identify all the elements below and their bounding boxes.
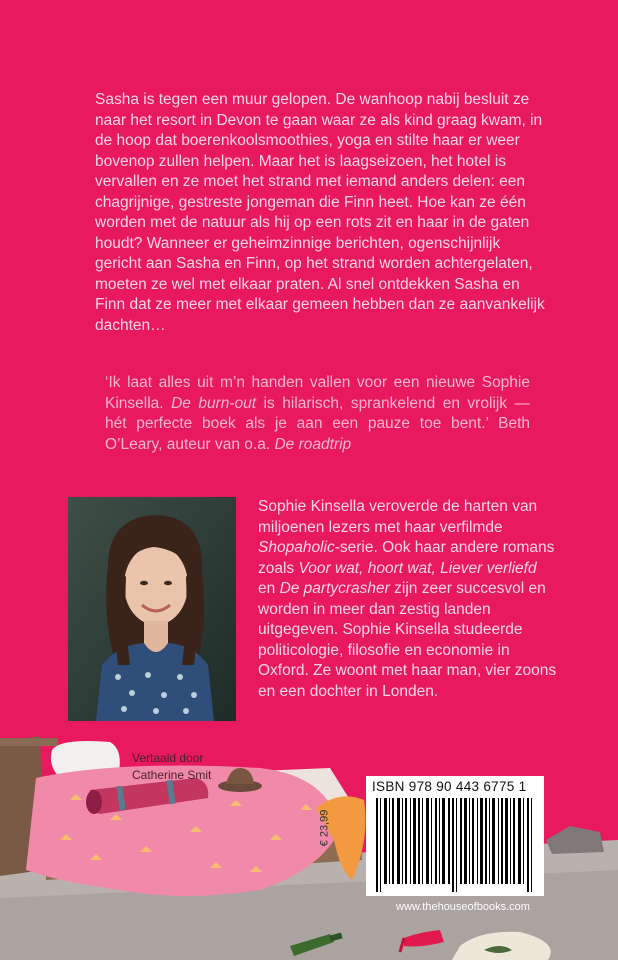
bio-text-2: -serie. Ook haar andere romans zoals — [258, 539, 555, 577]
quote-text-2: is hilarisch, sprankelend en vrolijk — hét perfecte boek als je aan een pauze toe bent.’ Beth O’Leary, auteur van o.a. — [105, 394, 530, 453]
bio-text-3: en — [258, 580, 280, 597]
translator-line-1: Vertaald door — [132, 751, 204, 765]
publisher-website: www.thehouseofbooks.com — [396, 901, 530, 913]
bio-series-title: Shopaholic — [258, 539, 335, 556]
isbn-barcode — [366, 776, 544, 896]
bio-text-1: Sophie Kinsella veroverde de harten van miljoenen lezers met haar verfilmde — [258, 498, 538, 536]
isbn-text: ISBN 978 90 443 6775 1 — [372, 779, 527, 794]
price-label — [318, 778, 356, 886]
review-quote — [105, 373, 530, 455]
author-bio — [258, 497, 558, 702]
synopsis-text: Sasha is tegen een muur gelopen. De wanhoop nabij besluit ze naar het resort in Devon te gaan waar ze als kind graag kwam, in de hoop dat boerenkoolsmoothies, yoga en stilte haar er weer bovenop zullen helpen. Maar het is laagseizoen, het hotel is vervallen en ze moet het strand met iemand anders delen: een chagrijnige, gestreste jongeman die Finn heet. Hoe kan ze één worden met de natuur als hij op een rots zit en haar in de gaten houdt? Wanneer er geheimzinnige berichten, ogenschijnlijk gericht aan Sasha en Finn, op het strand worden achtergelaten, moeten ze wel met elkaar praten. Al snel ontdekken Sasha en Finn dat ze meer met elkaar gemeen hebben dan ze aanvankelijk dachten… — [95, 91, 545, 334]
price-text: € 23,99 — [318, 809, 331, 847]
author-photo — [68, 497, 236, 721]
translator-credit — [132, 750, 211, 784]
quote-text-1: ‘Ik laat alles uit m’n handen vallen voor een nieuwe Sophie Kinsella. — [105, 374, 530, 412]
bio-book-titles: Voor wat, hoort wat, Liever verliefd — [298, 559, 537, 577]
synopsis — [95, 90, 545, 336]
quote-book-title: De burn-out — [171, 394, 257, 412]
bio-text-4: zijn zeer succesvol en worden in meer dan zestig landen uitgegeven. Sophie Kinsella studeerde politicologie, filosofie en economie in Oxford. Ze woont met haar man, vier zoons en een dochter in Londen. — [258, 580, 557, 700]
translator-name: Catherine Smit — [132, 768, 212, 782]
barcode-icon — [374, 798, 536, 892]
author-portrait-illustration — [68, 497, 236, 721]
bio-book-title: De partycrasher — [279, 580, 390, 597]
quote-other-title: De roadtrip — [274, 435, 352, 453]
